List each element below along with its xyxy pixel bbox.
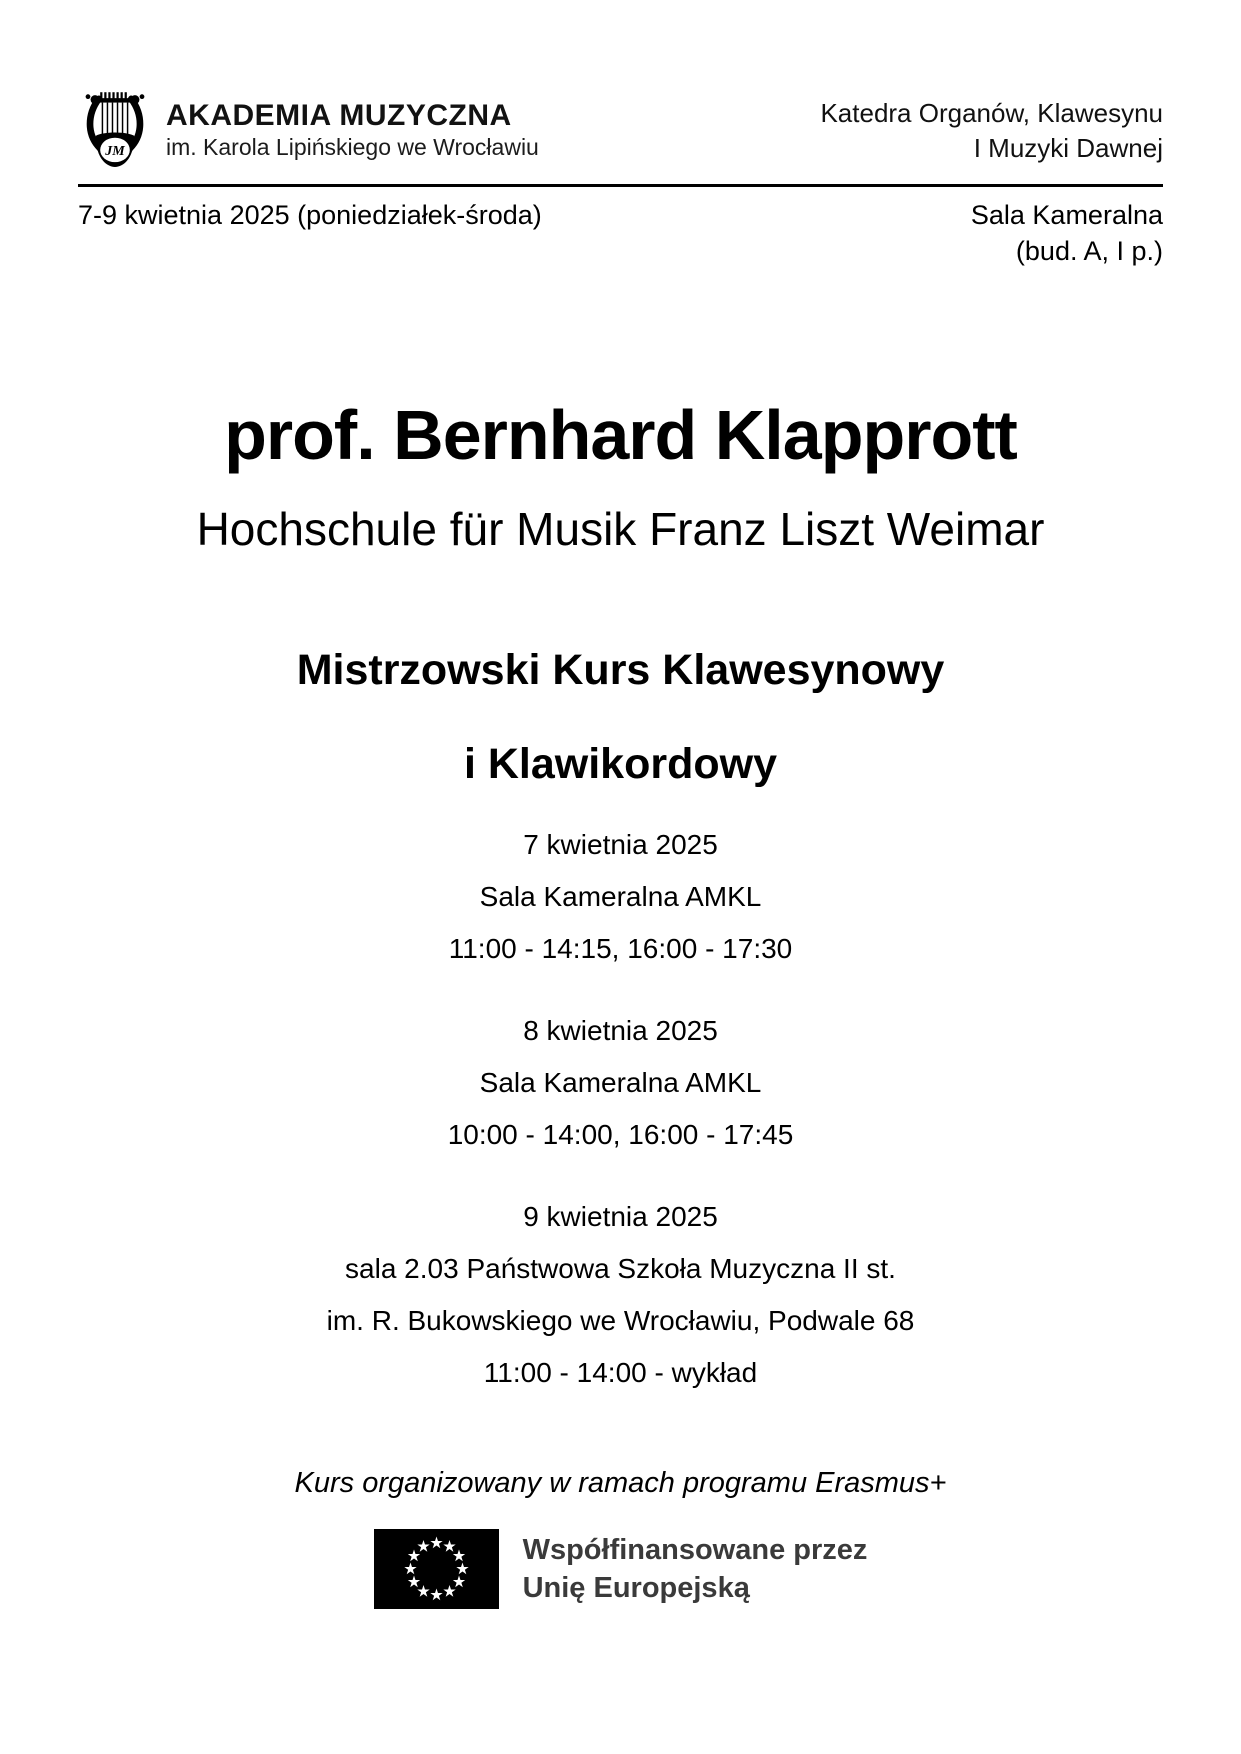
- schedule-day-2: [78, 1005, 1163, 1161]
- info-row: [78, 197, 1163, 269]
- venue-line1: Sala Kameralna: [970, 200, 1163, 230]
- venue-block: [971, 197, 1163, 269]
- schedule-venue: Sala Kameralna AMKL: [479, 1067, 762, 1098]
- schedule-day-3: [78, 1191, 1163, 1399]
- academy-name: [166, 93, 539, 161]
- academy-name-line2: im. Karola Lipińskiego we Wrocławiu: [166, 134, 539, 160]
- schedule-venue: sala 2.03 Państwowa Szkoła Muzyczna II st.: [345, 1253, 896, 1284]
- header: [78, 0, 1163, 172]
- professor-name: prof. Bernhard Klapprott: [224, 396, 1017, 474]
- eu-funding-text: [523, 1531, 868, 1607]
- schedule-date: 9 kwietnia 2025: [523, 1201, 718, 1232]
- event-dates: 7-9 kwietnia 2025 (poniedziałek-środa): [78, 200, 542, 230]
- lyre-monogram: JM: [105, 143, 125, 160]
- professor-affiliation: Hochschule für Musik Franz Liszt Weimar: [196, 503, 1045, 555]
- schedule: [78, 819, 1163, 1399]
- department-line2: I Muzyki Dawnej: [973, 133, 1163, 163]
- venue-line2: (bud. A, I p.): [1015, 236, 1163, 266]
- schedule-venue: Sala Kameralna AMKL: [479, 881, 762, 912]
- department-line1: Katedra Organów, Klawesynu: [820, 98, 1163, 128]
- main-content: [78, 395, 1163, 1609]
- schedule-hours: 10:00 - 14:00, 16:00 - 17:45: [447, 1119, 794, 1150]
- schedule-address: im. R. Bukowskiego we Wrocławiu, Podwale 68: [326, 1305, 915, 1336]
- eu-flag-icon: [374, 1529, 499, 1609]
- eu-funding-line2: Unię Europejską: [522, 1572, 750, 1604]
- schedule-hours: 11:00 - 14:00 - wykład: [483, 1357, 758, 1388]
- academy-logo: [78, 82, 539, 172]
- academy-name-line1: AKADEMIA MUZYCZNA: [166, 99, 512, 132]
- schedule-day-1: [78, 819, 1163, 975]
- course-title-line1: Mistrzowski Kurs Klawesynowy: [296, 646, 945, 694]
- header-divider: [78, 184, 1163, 187]
- eu-funding-block: [78, 1529, 1163, 1609]
- lyre-icon: [78, 82, 152, 172]
- schedule-date: 8 kwietnia 2025: [523, 1015, 718, 1046]
- department-block: [820, 82, 1163, 166]
- schedule-date: 7 kwietnia 2025: [523, 829, 718, 860]
- course-title-line2: i Klawikordowy: [463, 740, 777, 788]
- eu-funding-line1: Współfinansowane przez: [522, 1534, 868, 1566]
- erasmus-note: Kurs organizowany w ramach programu Erasmus+: [294, 1467, 947, 1499]
- schedule-hours: 11:00 - 14:15, 16:00 - 17:30: [448, 933, 793, 964]
